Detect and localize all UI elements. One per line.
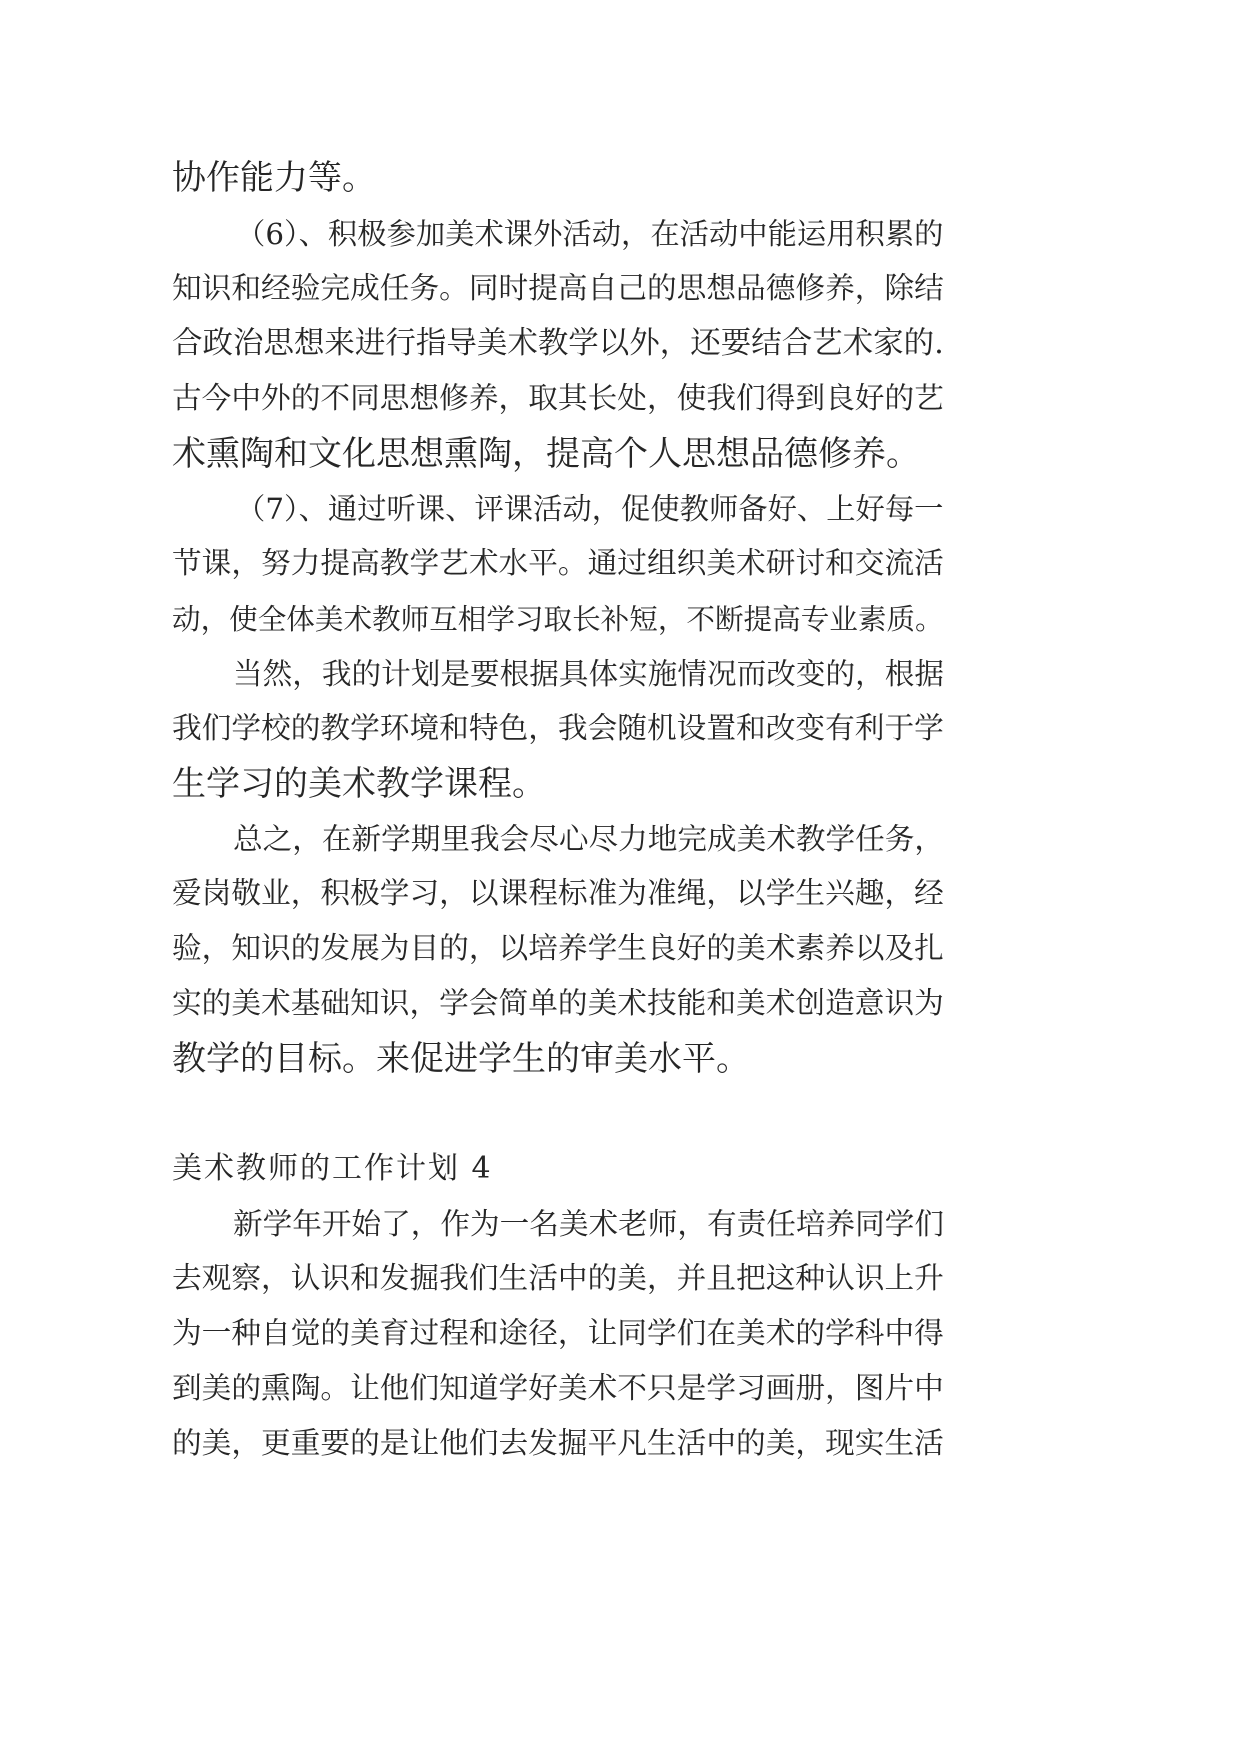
text-line: 动，使全体美术教师互相学习取长补短，不断提高专业素质。 xyxy=(172,602,944,636)
text-line: 验，知识的发展为目的，以培养学生良好的美术素养以及扎 xyxy=(172,931,944,966)
text-line: 爱岗敬业，积极学习，以课程标准为准绳，以学生兴趣，经 xyxy=(172,876,944,911)
text-line: 生学习的美术教学课程。 xyxy=(172,764,546,804)
text-line: 协作能力等。 xyxy=(172,158,376,198)
paragraph-start: 总之，在新学期里我会尽心尽力地完成美术教学任务， xyxy=(233,821,944,856)
paragraph-7-start: （7）、通过听课、评课活动，促使教师备好、上好每一 xyxy=(236,492,944,526)
text-line: 为一种自觉的美育过程和途径，让同学们在美术的学科中得 xyxy=(172,1316,944,1351)
text-line: 教学的目标。来促进学生的审美水平。 xyxy=(172,1039,750,1079)
paragraph-start: 当然，我的计划是要根据具体实施情况而改变的，根据 xyxy=(233,656,944,691)
paragraph-start: 新学年开始了，作为一名美术老师，有责任培养同学们 xyxy=(233,1206,944,1241)
text-line: 节课，努力提高教学艺术水平。通过组织美术研讨和交流活 xyxy=(172,546,944,581)
paragraph-6-start: （6）、积极参加美术课外活动，在活动中能运用积累的 xyxy=(236,217,944,251)
text-line: 合政治思想来进行指导美术教学以外，还要结合艺术家的. xyxy=(172,326,944,361)
text-line: 实的美术基础知识，学会简单的美术技能和美术创造意识为 xyxy=(172,986,944,1021)
text-line: 的美，更重要的是让他们去发掘平凡生活中的美，现实生活 xyxy=(172,1426,944,1461)
text-line: 知识和经验完成任务。同时提高自己的思想品德修养，除结 xyxy=(172,271,944,306)
text-line: 到美的熏陶。让他们知道学好美术不只是学习画册，图片中 xyxy=(172,1371,944,1406)
text-line: 古今中外的不同思想修养，取其长处，使我们得到良好的艺 xyxy=(172,381,944,416)
section-heading: 美术教师的工作计划 4 xyxy=(172,1151,493,1186)
text-line: 我们学校的教学环境和特色，我会随机设置和改变有利于学 xyxy=(172,711,944,746)
text-line: 术熏陶和文化思想熏陶，提高个人思想品德修养。 xyxy=(172,434,920,474)
text-line: 去观察，认识和发掘我们生活中的美，并且把这种认识上升 xyxy=(172,1261,944,1296)
